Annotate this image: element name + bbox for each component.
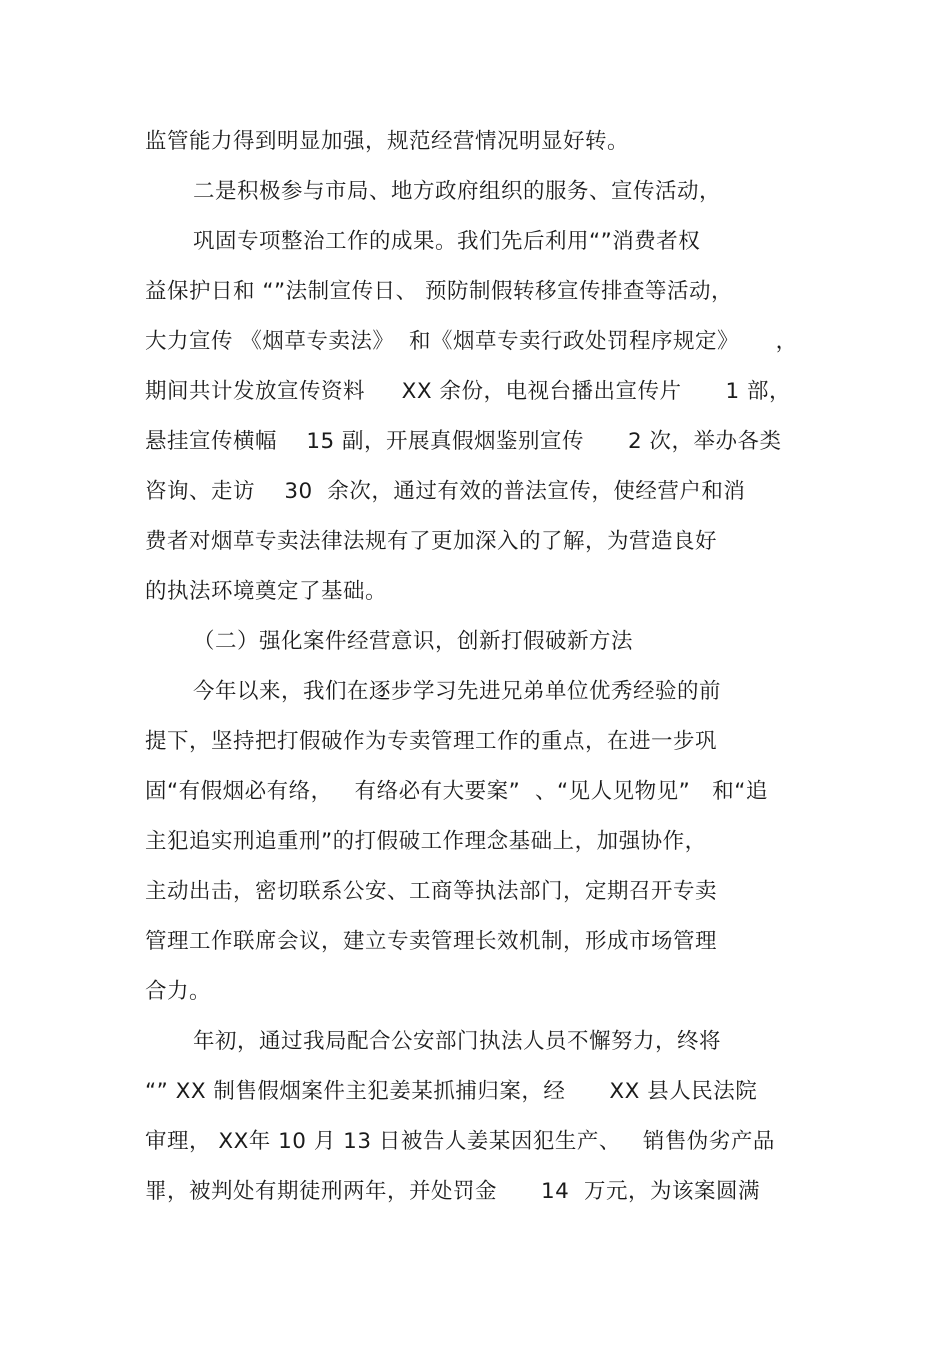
text-line: 期间共计发放宣传资料 XX 余份，电视台播出宣传片 1 部， <box>145 379 791 404</box>
text-line: 合力。 <box>145 979 212 1004</box>
text-line: 主犯追实刑追重刑”的打假破工作理念基础上，加强协作， <box>145 829 707 854</box>
text-line: 悬挂宣传横幅 15 副，开展真假烟鉴别宣传 2 次，举办各类 <box>145 429 782 454</box>
text-line: 监管能力得到明显加强，规范经营情况明显好转。 <box>145 129 630 154</box>
text-line: 的执法环境奠定了基础。 <box>145 579 388 604</box>
text-line: 大力宣传 《烟草专卖法》 和《烟草专卖行政处罚程序规定》 ， <box>145 329 798 354</box>
text-line: 审理， XX年 10 月 13 日被告人姜某因犯生产、 销售伪劣产品 <box>145 1129 775 1154</box>
text-line: 罪，被判处有期徒刑两年，并处罚金 14 万元，为该案圆满 <box>145 1179 761 1204</box>
text-line: 固“有假烟必有络， 有络必有大要案” 、“见人见物见” 和“追 <box>145 779 768 804</box>
text-line: 益保护日和 “”法制宣传日、 预防制假转移宣传排查等活动， <box>145 279 733 304</box>
text-line: 管理工作联席会议，建立专卖管理长效机制，形成市场管理 <box>145 929 718 954</box>
text-line: 年初，通过我局配合公安部门执法人员不懈努力，终将 <box>193 1029 722 1054</box>
text-line: 提下，坚持把打假破作为专卖管理工作的重点，在进一步巩 <box>145 729 718 754</box>
text-line: 咨询、走访 30 余次，通过有效的普法宣传，使经营户和消 <box>145 479 746 504</box>
text-line: “” XX 制售假烟案件主犯姜某抓捕归案，经 XX 县人民法院 <box>145 1079 758 1104</box>
text-line: 二是积极参与市局、地方政府组织的服务、宣传活动， <box>193 179 722 204</box>
section-heading: （二）强化案件经营意识，创新打假破新方法 <box>193 629 634 654</box>
text-line: 主动出击，密切联系公安、工商等执法部门，定期召开专卖 <box>145 879 718 904</box>
text-line: 今年以来，我们在逐步学习先进兄弟单位优秀经验的前 <box>193 679 722 704</box>
text-line: 费者对烟草专卖法律法规有了更加深入的了解，为营造良好 <box>145 529 718 554</box>
text-line: 巩固专项整治工作的成果。我们先后利用“”消费者权 <box>193 229 701 254</box>
